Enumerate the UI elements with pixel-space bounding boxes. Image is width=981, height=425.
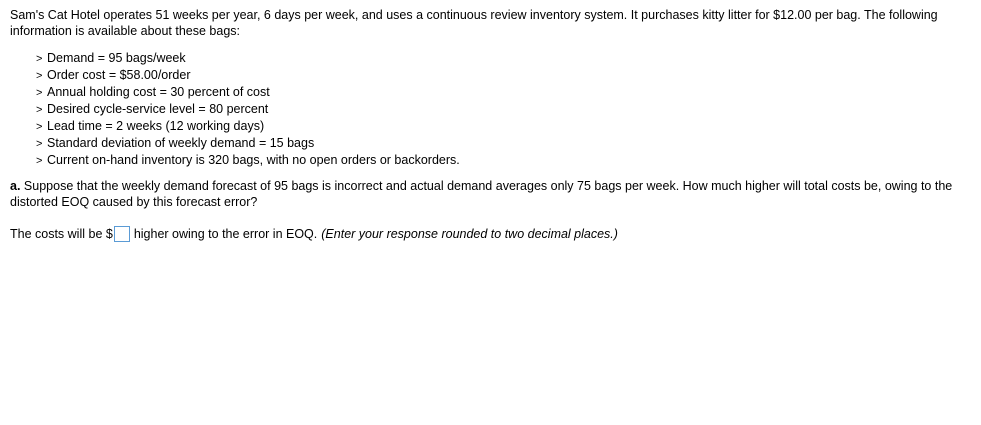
question-label: a. (10, 179, 21, 193)
answer-suffix: higher owing to the error in EOQ. (133, 227, 318, 241)
answer-hint: (Enter your response rounded to two decimal places.) (321, 227, 618, 241)
given-info-item (36, 101, 971, 118)
given-info-text: Order cost = $58.00/order (47, 68, 191, 82)
bullet-marker: > (36, 138, 43, 150)
given-info-list (36, 50, 971, 169)
given-info-item (36, 67, 971, 84)
given-info-text: Lead time = 2 weeks (12 working days) (47, 119, 265, 133)
bullet-marker: > (36, 70, 43, 82)
bullet-marker: > (36, 155, 43, 167)
given-info-text: Current on-hand inventory is 320 bags, with no open orders or backorders. (47, 153, 460, 167)
bullet-marker: > (36, 104, 43, 116)
answer-input[interactable] (114, 226, 130, 242)
answer-line (10, 226, 971, 242)
bullet-marker: > (36, 87, 43, 99)
bullet-marker: > (36, 121, 43, 133)
answer-prefix: The costs will be $ (10, 227, 113, 241)
given-info-item (36, 135, 971, 152)
given-info-text: Demand = 95 bags/week (47, 51, 186, 65)
bullet-marker: > (36, 53, 43, 65)
problem-intro: Sam's Cat Hotel operates 51 weeks per year, 6 days per week, and uses a continuous review inventory system. It purchases kitty litter for $12.00 per bag. The following information is available about these bags: (10, 8, 938, 38)
given-info-item (36, 50, 971, 67)
question-part-a (10, 178, 971, 210)
question-text: Suppose that the weekly demand forecast of 95 bags is incorrect and actual demand averages only 75 bags per week. How much higher will total costs be, owing to the distorted EOQ caused by this forecast error? (10, 179, 953, 209)
given-info-item (36, 152, 971, 169)
given-info-item (36, 84, 971, 101)
given-info-text: Standard deviation of weekly demand = 15 bags (47, 136, 315, 150)
given-info-text: Annual holding cost = 30 percent of cost (47, 85, 270, 99)
given-info-text: Desired cycle-service level = 80 percent (47, 102, 269, 116)
given-info-item (36, 118, 971, 135)
